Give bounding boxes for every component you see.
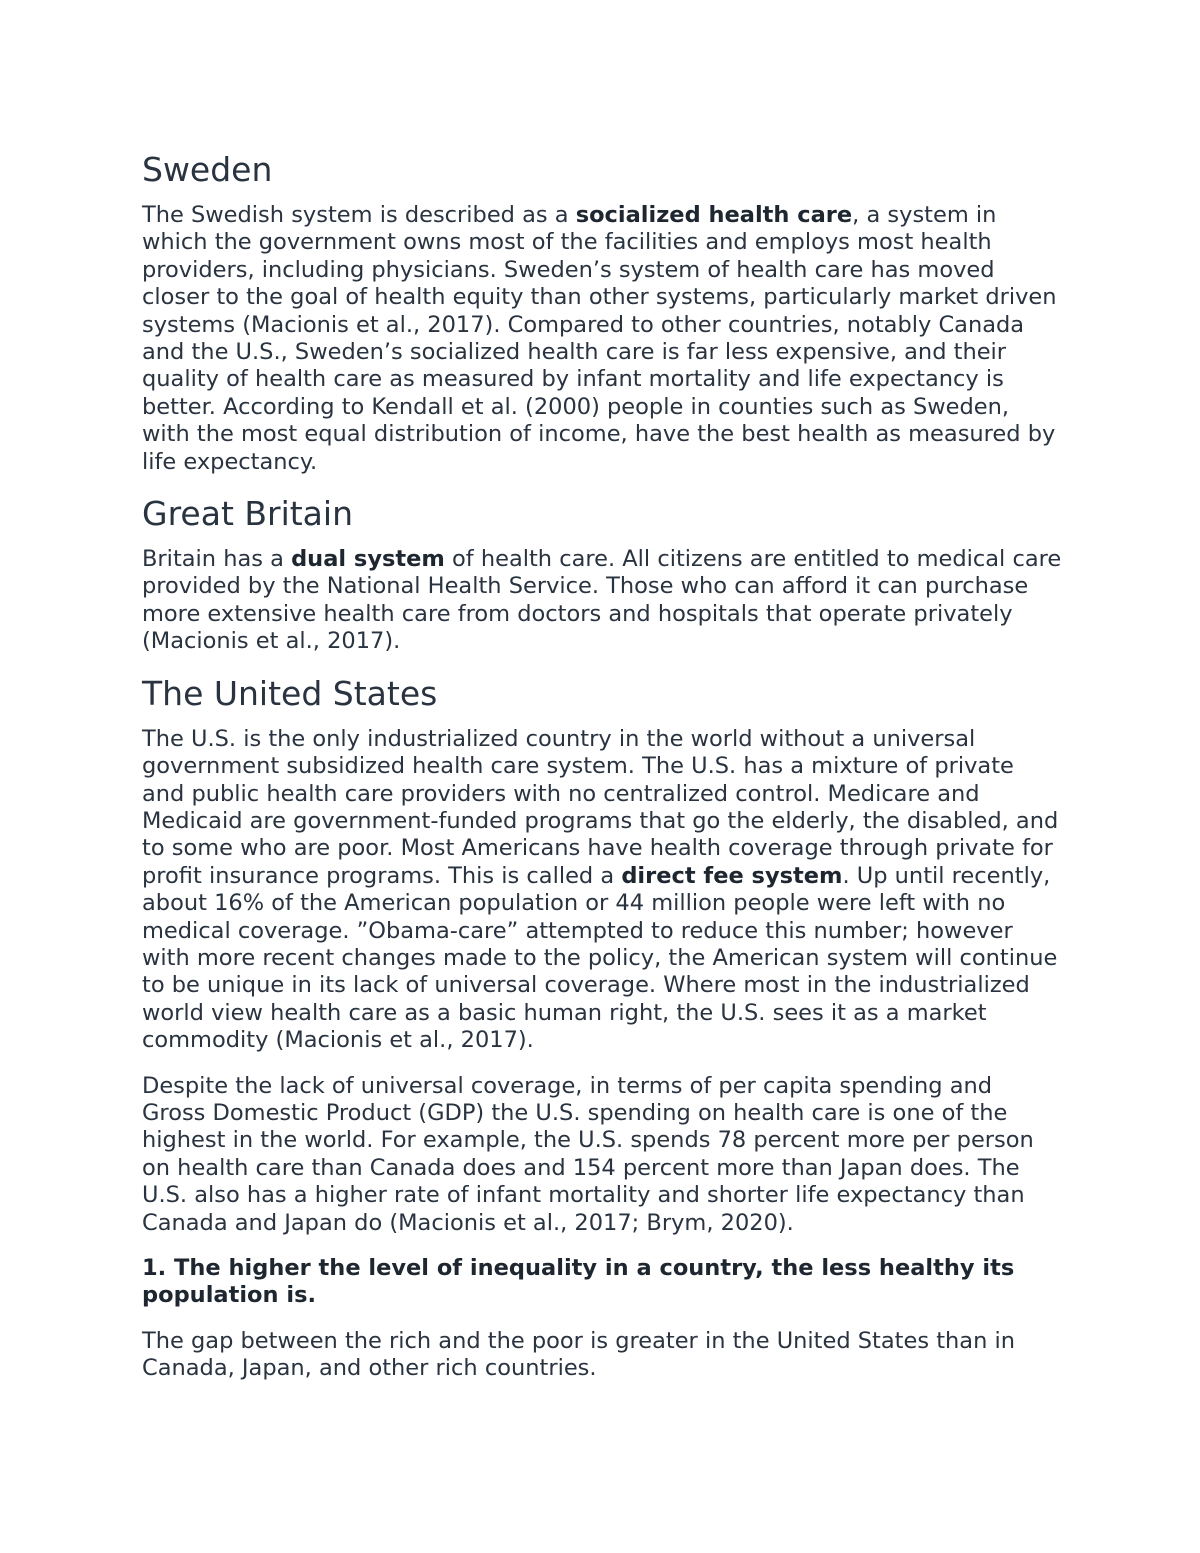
text-run: The U.S. is the only industrialized country in the world without a universal government subsidized health care system. The U.S. has a mixture of private and public health care providers with no centralized control. Medicare and Medicaid are government-funded programs that go the elderly, the disabled, and to some who are poor. Most Americans have health coverage through private for profit insurance programs. This is called a <box>142 725 1059 889</box>
bold-term-direct-fee-system: direct fee system <box>621 862 843 889</box>
text-run: Britain has a <box>142 546 292 573</box>
section-heading-united-states: The United States <box>142 673 438 713</box>
text-run: . Up until recently, about 16% of the American population or 44 million people were left with no medical coverage. ”Obama-care” attempted to reduce this number; however with more recent changes made to the policy, the American system will continue to be unique in its lack of universal coverage. Where most in the industrialized world view health care as a basic human right, the U.S. sees it as a market commodity (Macionis et al., 2017). <box>142 862 1058 1054</box>
section-heading-great-britain: Great Britain <box>142 494 353 534</box>
bold-term-socialized-health-care: socialized health care <box>575 202 853 228</box>
section-heading-sweden: Sweden <box>142 150 273 189</box>
bold-term-dual-system: dual system <box>291 546 445 573</box>
paragraph-great-britain <box>142 546 1062 656</box>
text-run: The Swedish system is described as a <box>142 202 576 228</box>
paragraph-united-states-1 <box>142 726 1062 1055</box>
paragraph-united-states-3: The gap between the rich and the poor is greater in the United States than in Canada, Japan, and other rich countries. <box>142 1327 1015 1382</box>
point-1-heading: 1. The higher the level of inequality in a country, the less healthy its population is. <box>142 1255 1015 1309</box>
paragraph-sweden <box>142 202 1062 476</box>
document-page <box>142 150 1062 1401</box>
paragraph-united-states-2: Despite the lack of universal coverage, in terms of per capita spending and Gross Domestic Product (GDP) the U.S. spending on health care is one of the highest in the world. For example, the U.S. spends 78 percent more per person on health care than Canada does and 154 percent more than Japan does. The U.S. also has a higher rate of infant mortality and shorter life expectancy than Canada and Japan do (Macionis et al., 2017; Brym, 2020). <box>142 1072 1034 1236</box>
text-run: , a system in which the government owns most of the facilities and employs most health providers, including physicians. Sweden’s system of health care has moved closer to the goal of health equity than other systems, particularly market driven systems (Macionis et al., 2017). Compared to other countries, notably Canada and the U.S., Sweden’s socialized health care is far less expensive, and their quality of health care as measured by infant mortality and life expectancy is better. According to Kendall et al. (2000) people in counties such as Sweden, with the most equal distribution of income, have the best health as measured by life expectancy. <box>142 202 1057 475</box>
text-run: of health care. All citizens are entitled to medical care provided by the National Health Service. Those who can afford it can purchase more extensive health care from doctors and hospitals that operate privately (Macionis et al., 2017). <box>142 546 1062 655</box>
